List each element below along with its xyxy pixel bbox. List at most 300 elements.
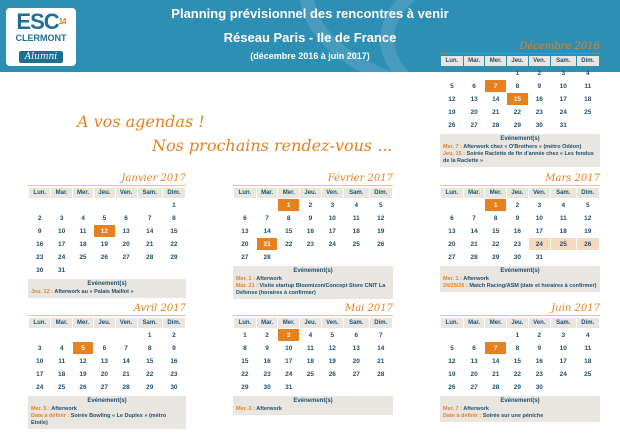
tagline-rendez-vous: Nos prochains rendez-vous ... bbox=[152, 136, 393, 155]
day-cell: 12 bbox=[328, 344, 336, 352]
week-row bbox=[234, 381, 392, 393]
day-cell: 22 bbox=[170, 240, 178, 248]
events-heading: Evénement(s) bbox=[87, 281, 127, 287]
weekday-label: Mar. bbox=[51, 188, 71, 198]
week-row bbox=[441, 329, 599, 341]
day-cell: 4 bbox=[308, 331, 313, 339]
day-cell: 6 bbox=[472, 344, 476, 352]
day-cell: 20 bbox=[470, 108, 478, 116]
month-title: Décembre 2016 bbox=[519, 41, 600, 52]
events-heading: Evénement(s) bbox=[500, 268, 540, 274]
weekday-label: Lun. bbox=[234, 318, 256, 328]
tentative-day-cell: 26 bbox=[577, 238, 599, 250]
empty-day-cell bbox=[441, 329, 463, 341]
day-cell: 14 bbox=[492, 357, 500, 365]
day-cell: 14 bbox=[377, 344, 385, 352]
network-subtitle: Réseau Paris - Ile de France bbox=[223, 30, 397, 45]
empty-day-cell bbox=[116, 199, 137, 211]
day-cell: 31 bbox=[559, 121, 567, 129]
day-cell: 16 bbox=[263, 357, 271, 365]
day-cell: 27 bbox=[448, 253, 456, 261]
day-cell: 18 bbox=[584, 357, 592, 365]
day-cell: 24 bbox=[285, 370, 293, 378]
event-description: Afterwork au « Palais Maillot » bbox=[54, 289, 134, 295]
logo-clermont-text: CLERMONT bbox=[15, 33, 67, 43]
empty-day-cell bbox=[94, 264, 114, 276]
empty-day-cell bbox=[370, 381, 392, 393]
day-cell: 23 bbox=[170, 370, 178, 378]
day-cell: 30 bbox=[535, 121, 543, 129]
day-cell: 11 bbox=[584, 82, 592, 90]
weekday-label: Jeu. bbox=[507, 318, 528, 328]
day-cell: 8 bbox=[286, 214, 291, 222]
day-cell: 14 bbox=[146, 227, 154, 235]
day-cell: 24 bbox=[559, 370, 567, 378]
day-cell: 17 bbox=[535, 227, 543, 235]
day-cell: 7 bbox=[472, 214, 476, 222]
month-title-underline bbox=[233, 185, 393, 186]
empty-day-cell bbox=[344, 251, 369, 263]
weekday-header-row bbox=[29, 318, 185, 328]
event-date: Date à définir : bbox=[31, 413, 70, 419]
calendar-january bbox=[28, 172, 186, 298]
day-cell: 22 bbox=[492, 240, 500, 248]
day-cell: 10 bbox=[328, 214, 336, 222]
weekday-label: Ven. bbox=[322, 188, 343, 198]
event-date: Mer. 1 : bbox=[236, 276, 255, 282]
month-grid bbox=[28, 317, 186, 394]
weekday-label: Mer. bbox=[73, 188, 93, 198]
day-cell: 21 bbox=[146, 240, 154, 248]
calendar-february bbox=[233, 172, 393, 299]
weekday-label: Sam. bbox=[344, 318, 369, 328]
empty-day-cell bbox=[464, 67, 485, 79]
day-cell: 8 bbox=[493, 214, 498, 222]
day-cell: 25 bbox=[79, 253, 87, 261]
event-item bbox=[236, 406, 390, 413]
day-cell: 6 bbox=[450, 214, 454, 222]
day-cell: 13 bbox=[470, 357, 478, 365]
weekday-label: Lun. bbox=[441, 318, 463, 328]
day-cell: 17 bbox=[285, 357, 293, 365]
calendar-december bbox=[440, 40, 600, 167]
day-cell: 4 bbox=[585, 69, 590, 77]
weekday-label: Dim. bbox=[577, 56, 599, 66]
day-cell: 27 bbox=[122, 253, 130, 261]
weekday-label: Lun. bbox=[441, 56, 463, 66]
event-description: Soirée Bowling « Le Duplex » (métro Etoile) bbox=[31, 413, 167, 426]
day-cell: 7 bbox=[147, 214, 152, 222]
empty-day-cell bbox=[464, 199, 485, 211]
month-title: Mars 2017 bbox=[545, 173, 600, 184]
day-cell: 4 bbox=[81, 214, 85, 222]
month-grid bbox=[440, 187, 600, 264]
day-cell: 30 bbox=[36, 266, 44, 274]
month-title: Avril 2017 bbox=[133, 303, 186, 314]
day-cell: 11 bbox=[79, 227, 87, 235]
day-cell: 10 bbox=[559, 82, 567, 90]
weekday-label: Lun. bbox=[29, 318, 50, 328]
week-row bbox=[234, 225, 392, 237]
day-cell: 7 bbox=[265, 214, 269, 222]
weekday-label: Jeu. bbox=[300, 188, 321, 198]
day-cell: 7 bbox=[124, 344, 128, 352]
day-cell: 21 bbox=[492, 108, 500, 116]
month-grid bbox=[233, 187, 393, 264]
day-cell: 15 bbox=[146, 357, 154, 365]
day-cell: 10 bbox=[285, 344, 293, 352]
week-row bbox=[441, 67, 599, 79]
day-cell: 20 bbox=[241, 240, 249, 248]
week-row bbox=[29, 355, 185, 367]
empty-day-cell bbox=[485, 67, 506, 79]
event-item bbox=[443, 406, 597, 413]
week-row bbox=[441, 342, 599, 354]
weekday-label: Sam. bbox=[551, 318, 576, 328]
day-cell: 28 bbox=[377, 370, 385, 378]
empty-day-cell bbox=[163, 264, 185, 276]
week-row bbox=[29, 381, 185, 393]
day-cell: 27 bbox=[241, 253, 249, 261]
day-cell: 19 bbox=[328, 357, 336, 365]
day-cell: 9 bbox=[537, 82, 542, 90]
day-cell: 5 bbox=[585, 201, 590, 209]
day-cell: 27 bbox=[100, 383, 109, 391]
day-cell: 25 bbox=[584, 370, 592, 378]
tentative-day-cell: 25 bbox=[551, 238, 576, 250]
events-panel bbox=[440, 396, 600, 422]
week-row bbox=[234, 355, 392, 367]
day-cell: 10 bbox=[535, 214, 543, 222]
day-cell: 28 bbox=[146, 253, 154, 261]
weekday-label: Ven. bbox=[529, 318, 550, 328]
day-cell: 2 bbox=[37, 214, 42, 222]
day-cell: 12 bbox=[448, 357, 456, 365]
empty-day-cell bbox=[257, 199, 278, 211]
event-date: Date à définir : bbox=[443, 413, 482, 419]
day-cell: 25 bbox=[58, 383, 66, 391]
empty-day-cell bbox=[300, 381, 321, 393]
day-cell: 28 bbox=[263, 253, 271, 261]
weekday-label: Mer. bbox=[485, 188, 506, 198]
day-cell: 13 bbox=[470, 95, 478, 103]
empty-day-cell bbox=[138, 199, 162, 211]
day-cell: 30 bbox=[170, 383, 178, 391]
day-cell: 26 bbox=[377, 240, 385, 248]
weekday-header-row bbox=[441, 56, 599, 66]
events-heading: Evénement(s) bbox=[500, 136, 540, 142]
empty-day-cell bbox=[551, 381, 576, 393]
weekday-label: Mer. bbox=[485, 56, 506, 66]
day-cell: 8 bbox=[172, 214, 176, 222]
day-cell: 11 bbox=[559, 214, 567, 222]
empty-day-cell bbox=[322, 381, 343, 393]
events-heading: Evénement(s) bbox=[87, 398, 127, 404]
day-cell: 17 bbox=[36, 370, 44, 378]
day-cell: 14 bbox=[492, 95, 500, 103]
week-row bbox=[234, 368, 392, 380]
tentative-day-cell: 24 bbox=[529, 238, 550, 250]
weekday-label: Dim. bbox=[370, 318, 392, 328]
day-cell: 20 bbox=[100, 370, 109, 378]
week-row bbox=[441, 355, 599, 367]
day-cell: 2 bbox=[537, 69, 542, 77]
weekday-label: Sam. bbox=[551, 188, 576, 198]
day-cell: 3 bbox=[537, 201, 542, 209]
event-day-cell: 12 bbox=[94, 225, 114, 237]
day-cell: 12 bbox=[584, 214, 592, 222]
day-cell: 10 bbox=[36, 357, 44, 365]
event-item bbox=[31, 413, 183, 427]
weekday-label: Ven. bbox=[116, 188, 137, 198]
weekday-header-row bbox=[441, 318, 599, 328]
week-row bbox=[29, 225, 185, 237]
month-grid bbox=[28, 187, 186, 277]
day-cell: 13 bbox=[122, 227, 130, 235]
day-cell: 20 bbox=[448, 240, 456, 248]
logo-mark: 14 bbox=[58, 17, 66, 26]
day-cell: 29 bbox=[146, 383, 154, 391]
week-row bbox=[441, 251, 599, 263]
event-item bbox=[443, 413, 597, 420]
day-cell: 30 bbox=[535, 383, 543, 391]
day-cell: 23 bbox=[513, 240, 521, 248]
day-cell: 22 bbox=[285, 240, 293, 248]
day-cell: 2 bbox=[537, 331, 542, 339]
day-cell: 4 bbox=[561, 201, 566, 209]
week-row bbox=[441, 106, 599, 118]
weekday-header-row bbox=[441, 188, 599, 198]
weekday-header-row bbox=[234, 188, 392, 198]
day-cell: 23 bbox=[535, 108, 543, 116]
day-cell: 26 bbox=[100, 253, 109, 261]
event-date: Mer. 5 : bbox=[31, 406, 50, 412]
day-cell: 15 bbox=[170, 227, 178, 235]
day-cell: 30 bbox=[263, 383, 271, 391]
event-description: Afterwork chez « O'Brothers » (métro Odéon) bbox=[463, 144, 582, 150]
weekday-label: Sam. bbox=[551, 56, 576, 66]
weekday-label: Jeu. bbox=[94, 188, 114, 198]
weekday-label: Ven. bbox=[529, 56, 550, 66]
empty-day-cell bbox=[94, 199, 114, 211]
empty-day-cell bbox=[441, 199, 463, 211]
day-cell: 4 bbox=[59, 344, 64, 352]
day-cell: 14 bbox=[263, 227, 271, 235]
month-title-underline bbox=[440, 315, 600, 316]
day-cell: 3 bbox=[561, 69, 566, 77]
weekday-label: Mer. bbox=[485, 318, 506, 328]
day-cell: 19 bbox=[100, 240, 109, 248]
day-cell: 28 bbox=[122, 383, 130, 391]
week-row bbox=[29, 264, 185, 276]
day-cell: 5 bbox=[450, 344, 454, 352]
empty-day-cell bbox=[441, 67, 463, 79]
weekday-label: Sam. bbox=[344, 188, 369, 198]
month-title-underline bbox=[440, 53, 600, 54]
day-cell: 31 bbox=[285, 383, 293, 391]
day-cell: 28 bbox=[470, 253, 478, 261]
day-cell: 26 bbox=[328, 370, 336, 378]
empty-day-cell bbox=[577, 381, 599, 393]
events-panel bbox=[28, 279, 186, 298]
calendar-april bbox=[28, 302, 186, 429]
events-heading: Evénement(s) bbox=[293, 398, 333, 404]
event-date: 24/25/26 : bbox=[443, 283, 468, 289]
month-title-underline bbox=[28, 315, 186, 316]
day-cell: 22 bbox=[241, 370, 249, 378]
day-cell: 1 bbox=[243, 331, 247, 339]
day-cell: 6 bbox=[124, 214, 128, 222]
day-cell: 12 bbox=[79, 357, 87, 365]
day-cell: 23 bbox=[263, 370, 271, 378]
day-cell: 19 bbox=[448, 370, 456, 378]
day-cell: 6 bbox=[243, 214, 247, 222]
events-heading: Evénement(s) bbox=[293, 268, 333, 274]
event-description: Visite startup Bloomizon/Concept Store CNIT La Défense (horaires à confirmer) bbox=[236, 283, 386, 296]
event-date: Jeu. 15 : bbox=[443, 151, 466, 157]
event-item bbox=[31, 406, 183, 413]
week-row bbox=[234, 238, 392, 250]
event-item bbox=[443, 144, 597, 151]
weekday-label: Ven. bbox=[116, 318, 137, 328]
day-cell: 2 bbox=[515, 201, 520, 209]
day-cell: 20 bbox=[352, 357, 360, 365]
weekday-label: Mar. bbox=[257, 188, 278, 198]
day-cell: 16 bbox=[513, 227, 521, 235]
period-subtitle: (décembre 2016 à juin 2017) bbox=[250, 51, 370, 61]
day-cell: 25 bbox=[306, 370, 314, 378]
day-cell: 13 bbox=[352, 344, 360, 352]
event-description: Afterwork bbox=[463, 406, 489, 412]
month-title-underline bbox=[28, 185, 186, 186]
day-cell: 18 bbox=[306, 357, 314, 365]
event-description: Afterwork bbox=[51, 406, 77, 412]
day-cell: 24 bbox=[328, 240, 336, 248]
day-cell: 4 bbox=[354, 201, 359, 209]
event-date: Mer. 3 : bbox=[236, 406, 255, 412]
day-cell: 7 bbox=[378, 331, 383, 339]
empty-day-cell bbox=[51, 199, 71, 211]
event-description: Afterwork bbox=[463, 276, 489, 282]
calendar-june bbox=[440, 302, 600, 422]
weekday-header-row bbox=[29, 188, 185, 198]
day-cell: 18 bbox=[352, 227, 360, 235]
day-cell: 29 bbox=[513, 383, 521, 391]
week-row bbox=[29, 212, 185, 224]
day-cell: 26 bbox=[448, 121, 456, 129]
day-cell: 22 bbox=[513, 108, 521, 116]
day-cell: 11 bbox=[352, 214, 360, 222]
event-item bbox=[443, 151, 597, 165]
event-description: Soirée sur une péniche bbox=[482, 413, 544, 419]
day-cell: 31 bbox=[535, 253, 543, 261]
weekday-label: Lun. bbox=[441, 188, 463, 198]
day-cell: 26 bbox=[79, 383, 87, 391]
day-cell: 18 bbox=[58, 370, 66, 378]
empty-day-cell bbox=[51, 329, 71, 341]
empty-day-cell bbox=[577, 251, 599, 263]
weekday-label: Sam. bbox=[138, 318, 162, 328]
week-row bbox=[29, 251, 185, 263]
event-day-cell: 15 bbox=[507, 93, 528, 105]
day-cell: 16 bbox=[170, 357, 178, 365]
day-cell: 9 bbox=[308, 214, 313, 222]
day-cell: 1 bbox=[147, 331, 152, 339]
week-row bbox=[441, 212, 599, 224]
day-cell: 9 bbox=[515, 214, 520, 222]
day-cell: 2 bbox=[172, 331, 176, 339]
weekday-label: Mar. bbox=[464, 56, 485, 66]
day-cell: 3 bbox=[330, 201, 335, 209]
event-date: Mer. 7 : bbox=[443, 144, 462, 150]
day-cell: 29 bbox=[170, 253, 178, 261]
day-cell: 17 bbox=[328, 227, 336, 235]
events-panel bbox=[233, 266, 393, 299]
week-row bbox=[29, 199, 185, 211]
empty-day-cell bbox=[300, 251, 321, 263]
empty-day-cell bbox=[370, 251, 392, 263]
weekday-label: Mar. bbox=[464, 318, 485, 328]
day-cell: 23 bbox=[306, 240, 314, 248]
day-cell: 29 bbox=[241, 383, 249, 391]
day-cell: 19 bbox=[448, 108, 456, 116]
day-cell: 5 bbox=[450, 82, 454, 90]
day-cell: 24 bbox=[559, 108, 567, 116]
empty-day-cell bbox=[464, 329, 485, 341]
day-cell: 16 bbox=[306, 227, 314, 235]
day-cell: 27 bbox=[470, 121, 478, 129]
calendar-may bbox=[233, 302, 393, 415]
events-panel bbox=[440, 134, 600, 167]
header-titles bbox=[150, 6, 470, 62]
page-title: Planning prévisionnel des rencontres à venir bbox=[171, 6, 449, 21]
weekday-label: Dim. bbox=[163, 188, 185, 198]
day-cell: 9 bbox=[265, 344, 269, 352]
day-cell: 22 bbox=[513, 370, 521, 378]
day-cell: 17 bbox=[559, 357, 567, 365]
day-cell: 1 bbox=[515, 69, 520, 77]
day-cell: 13 bbox=[448, 227, 456, 235]
week-row bbox=[234, 251, 392, 263]
day-cell: 5 bbox=[330, 331, 335, 339]
week-row bbox=[441, 225, 599, 237]
weekday-label: Mer. bbox=[278, 318, 299, 328]
day-cell: 26 bbox=[448, 383, 456, 391]
empty-day-cell bbox=[73, 264, 93, 276]
day-cell: 29 bbox=[492, 253, 500, 261]
day-cell: 12 bbox=[377, 214, 385, 222]
empty-day-cell bbox=[138, 264, 162, 276]
day-cell: 3 bbox=[561, 331, 566, 339]
day-cell: 9 bbox=[537, 344, 542, 352]
day-cell: 4 bbox=[585, 331, 590, 339]
empty-day-cell bbox=[344, 381, 369, 393]
event-date: Mer. 1 : bbox=[443, 276, 462, 282]
weekday-label: Dim. bbox=[577, 318, 599, 328]
empty-day-cell bbox=[278, 251, 299, 263]
week-row bbox=[441, 381, 599, 393]
empty-day-cell bbox=[29, 329, 50, 341]
day-cell: 10 bbox=[559, 344, 567, 352]
week-row bbox=[29, 368, 185, 380]
event-description: Afterwork bbox=[256, 406, 282, 412]
day-cell: 25 bbox=[584, 108, 592, 116]
day-cell: 9 bbox=[37, 227, 42, 235]
empty-day-cell bbox=[551, 251, 576, 263]
week-row bbox=[441, 238, 599, 250]
week-row bbox=[234, 212, 392, 224]
month-title-underline bbox=[233, 315, 393, 316]
